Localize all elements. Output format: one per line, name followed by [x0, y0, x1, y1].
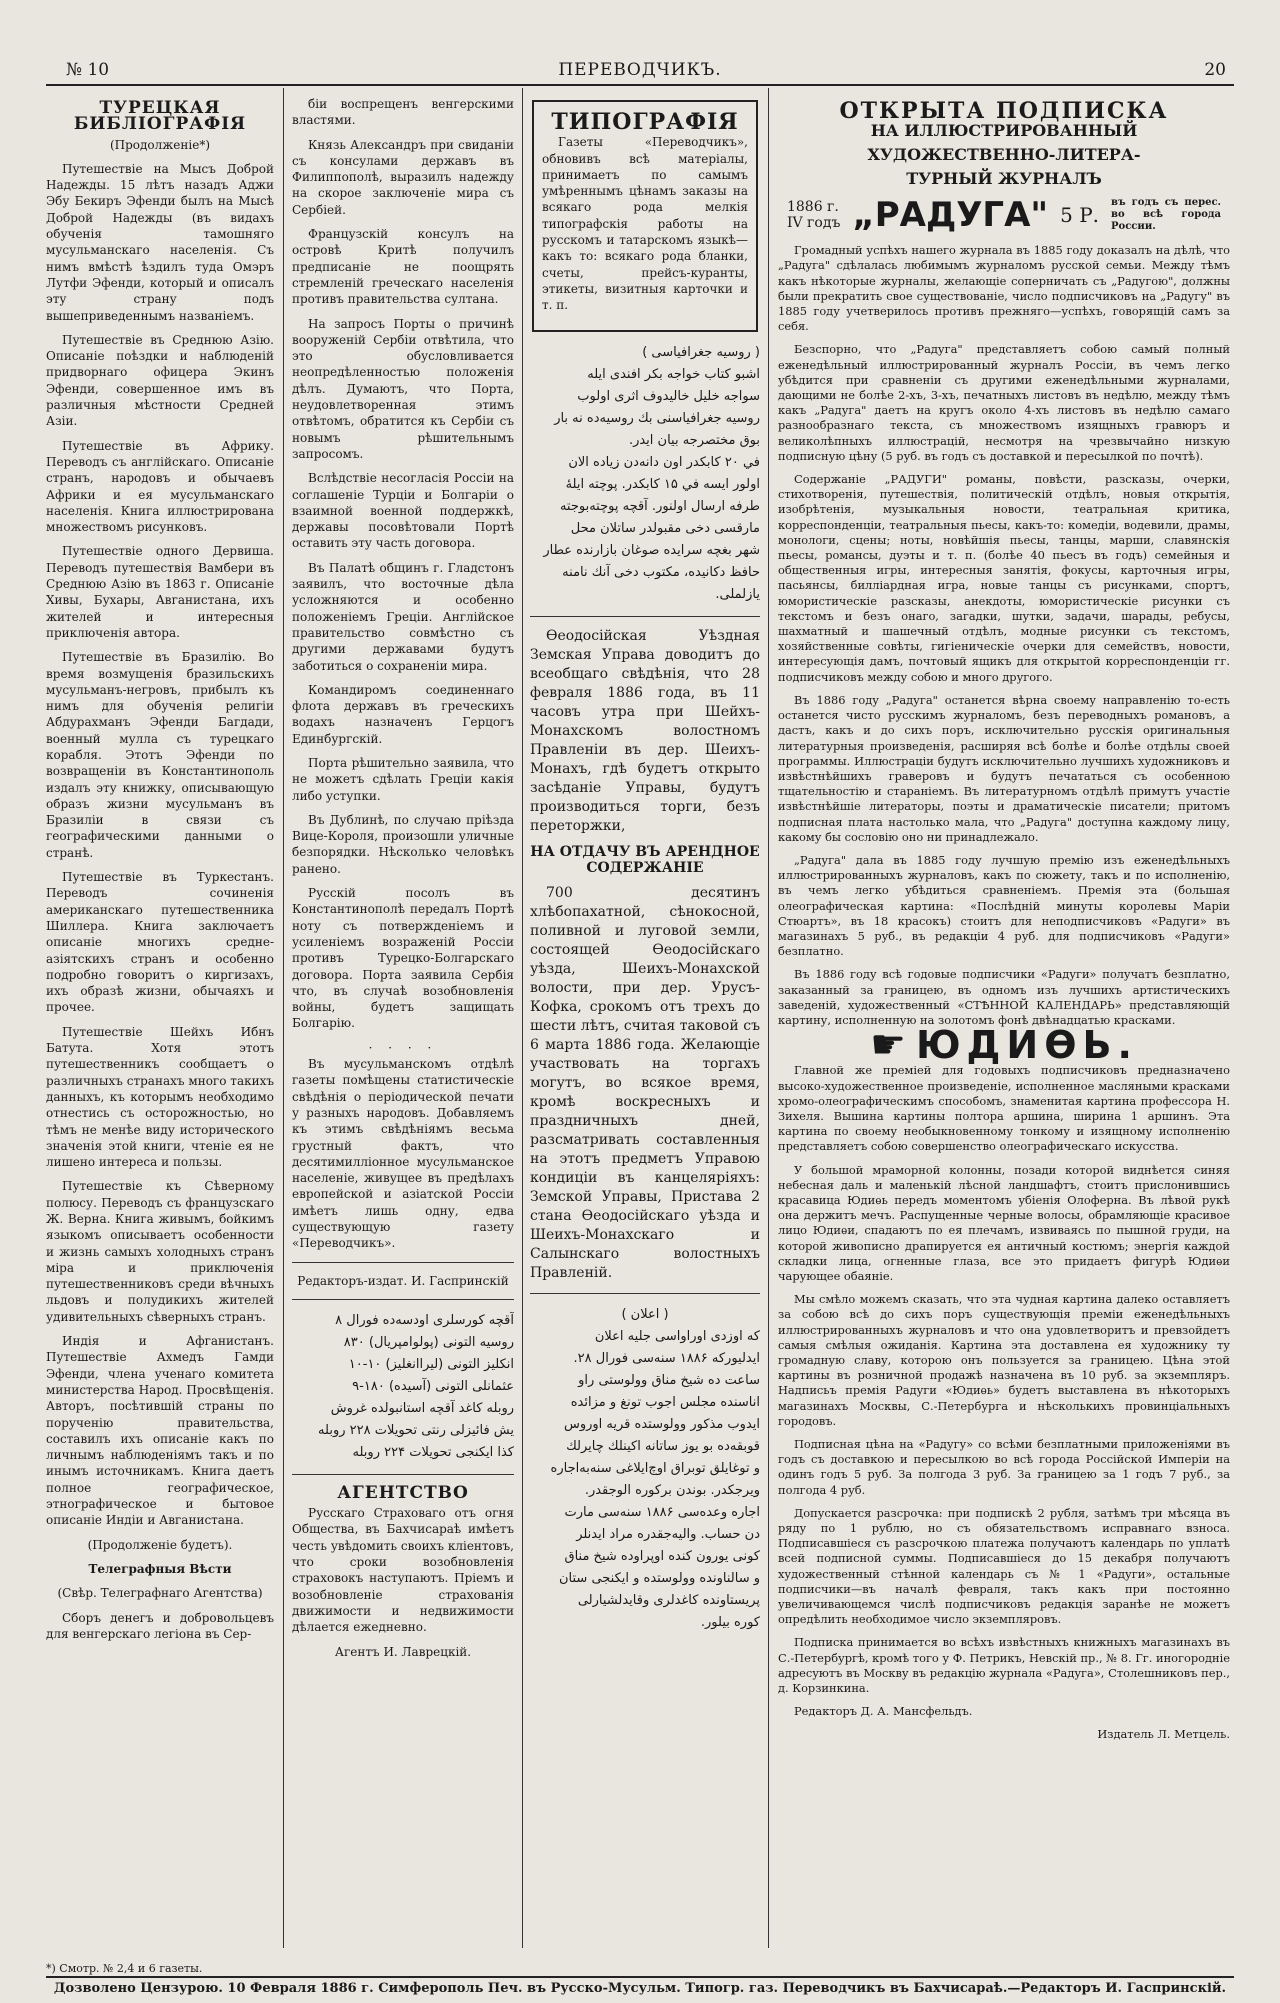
divider	[292, 1474, 514, 1475]
ad-paragraph: Громадный успѣхъ нашего журнала въ 1885 году доказалъ на дѣлѣ, что „Радуга" сдѣлалась любимымъ журналомъ русской семьи. Между тѣмъ какъ нѣкоторые журналы, желающіе соперничать съ „Радугою", должны были прекратить свое существованіе, число подписчиковъ на „Радугу" въ 1885 году учетверилось противъ прежняго—успѣхъ, говорящій самъ за себя.	[778, 243, 1230, 334]
telegram-item: Русскій посолъ въ Константинополѣ передалъ Портѣ ноту съ потвержденіемъ и усиленіемъ возраженій Россіи противъ Турецко-Болгарскаго договора. Порта заявила Сербія что, въ случаѣ возобновленія войны, будетъ защищать Болгарію.	[292, 886, 514, 1031]
column-telegrams	[292, 96, 514, 1956]
ad-paragraph: Безспорно, что „Радуга" представляетъ собою самый полный еженедѣльный иллюстрированный журналъ Россіи, въ чемъ легко убѣдится при сравненіи съ другими еженедѣльными журналами, дающими не болѣе 2-хъ, 3-хъ, печатныхъ листовъ въ недѣлю, между тѣмъ какъ „Радуга" даетъ на кругъ около 4-хъ листовъ въ недѣлю самаго разнообразнаго текста, съ множествомъ изящныхъ гравюръ и великолѣпныхъ иллюстрацій, несмотря на чрезвычайно низкую подписную цѣну (5 руб. въ годъ съ доставкой и пересылкой по почтѣ).	[778, 342, 1230, 463]
telegram-subtitle: (Свѣр. Телеграфнаго Агентства)	[57, 1586, 263, 1601]
censorship-footer: Дозволено Цензурою. 10 Февраля 1886 г. Симферополь Печ. въ Русско-Мусульм. Типогр. газ. Переводчикъ въ Бахчисараѣ.—Редакторъ И. Гаспринскій.	[46, 1976, 1234, 1996]
telegram-item: Князь Александръ при свиданіи съ консулами державъ въ Филиппополѣ, выразилъ надежду на скорое заключеніе мира съ Сербіей.	[292, 137, 514, 217]
ad-paragraph: Содержаніе „РАДУГИ" романы, повѣсти, разсказы, очерки, стихотворенія, путешествія, политическій отдѣлъ, новыя открытія, изобрѣтенія, музыкальныя новости, театральная критика, корреспонденціи, театральныя пьесы, какъ-то: комедіи, водевили, драмы, монологи, сцены; ноты, новѣйшія пьесы, танцы, марши, славянскія пьесы, романсы, дуэты и т. п. (болѣе 40 пьесъ въ годъ) семейныя и общественныя игры, интересныя занятія, фокусы, карточныя игры, пасьянсы, билліардная игра, новые танцы съ рисунками, спортъ, юмористическіе разсказы, анекдоты, юмористическіе рисунки съ текстомъ и безъ онаго, загадки, шутки, задачи, шарады, ребусы, шахматный и шашечный отдѣлъ, модные рисунки съ текстомъ, хозяйственные совѣты, гигіеническіе очерки для семействъ, новости, интересующія дамъ, почтовый ящикъ для открытой корреспонденціи гг. подписчиковъ между собою и много другого.	[778, 472, 1230, 684]
agency-signature: Агентъ И. Лаврецкій.	[334, 1644, 472, 1659]
telegram-item: Въ Палатѣ общинъ г. Гладстонъ заявилъ, что восточные дѣла усложняются и особенно положеніемъ Греціи. Англійское правительство совмѣстно съ другими державами будутъ заботиться о сохраненіи мира.	[292, 560, 514, 673]
telegram-item: Командиромъ соединеннаго флота державъ въ греческихъ водахъ назначенъ Герцогъ Единбургскій.	[292, 682, 514, 746]
telegram-title: Телеграфныя Вѣсти	[88, 1561, 232, 1576]
raduga-banner	[778, 194, 1230, 235]
telegram-text: Сборъ денегъ и добровольцевъ для венгерскаго легіона въ Сер-	[46, 1610, 274, 1641]
ad-paragraph: „Радуга" дала въ 1885 году лучшую премію изъ еженедѣльныхъ иллюстрированныхъ журналовъ, какъ по сюжету, такъ и по исполненію, въ чемъ легко убѣдиться сравненіемъ. Премія эта (большая олеографическая картина: «Послѣдній минуты королевы Маріи Стюартъ», въ 18 красокъ) стоитъ для неподписчиковъ «Радуги» въ магазинахъ 5 руб., въ редакціи 4 руб. для подписчиковъ «Радуги» безплатно.	[778, 852, 1230, 959]
raduga-price-note: въ годъ съ перес. во всѣ города России.	[1111, 197, 1222, 233]
raduga-price: 5 Р.	[1060, 202, 1100, 227]
article-paragraph: Путешествіе одного Дервиша. Переводъ путешествія Вамбери въ Среднюю Азію въ 1863 г. Описаніе Хивы, Бухары, Авганистана, ихъ жителей и интересныя приключенія автора.	[46, 544, 274, 640]
typography-ad	[532, 100, 758, 332]
ad-paragraph: Мы смѣло можемъ сказать, что эта чудная картина далеко оставляетъ за собою всѣ до сихъ поръ существующія преміи еженедѣльныхъ иллюстрированныхъ журналовъ и что она удовлетворитъ и превзойдетъ самыя смѣлыя ожиданія. Картина эта доставлена ея художнику ту громадную славу, которою онъ пользуется за границею. Цѣна этой картины въ розничной продажѣ назначена въ 10 руб. за экземпляръ. Надписьъ премія Радуги «Юдиѳь» будетъ выставлена въ нѣкоторыхъ магазинахъ Москвы, С.-Петербурга и нѣсколькихъ провинціальныхъ городовъ.	[778, 1292, 1230, 1428]
column-raduga-ad	[778, 96, 1230, 1956]
telegram-item: Порта рѣшительно заявила, что не можетъ сдѣлать Греціи какія либо уступки.	[292, 755, 514, 803]
column-notices	[530, 96, 760, 1956]
column-bibliography	[46, 96, 274, 1956]
article-paragraph: Путешествіе къ Сѣверному полюсу. Переводъ съ французскаго Ж. Верна. Книга живымъ, бойкимъ языкомъ описываетъ особенности и жизнь самыхъ холодныхъ странъ міра и приключенія путешественниковъ среди вѣчныхъ льдовъ и полудикихъ жителей удивительныхъ сѣверныхъ странъ.	[46, 1179, 274, 1324]
ad-paragraph: Въ 1886 году „Радуга" останется вѣрна своему направленію то-есть останется чисто русскимъ журналомъ, безъ переводныхъ романовъ, а дастъ, какъ и до сихъ поръ, исключительно русскія оригинальныя литературныя произведенія, расширяя всѣ болѣе и болѣе отдѣлы своей программы. Иллюстраціи будутъ исключительно лучшихъ художниковъ и извѣстнѣйшихъ граверовъ и будутъ печататься съ особенною тщательностію и стараніемъ. Въ литературномъ отдѣлѣ примутъ участіе извѣстнѣйшіе литераторы, поэты и драматическіе писатели; притомъ подписная плата настолько мала, что „Радуга" доступна каждому лицу, какому бы сословію оно ни принадлежало.	[778, 692, 1230, 844]
newspaper-title: ПЕРЕВОДЧИКЪ.	[558, 60, 722, 80]
editorial-notice: Въ мусульманскомъ отдѣлѣ газеты помѣщены статистическіе свѣдѣнія о періодической печати у разныхъ народовъ. Добавляемъ къ этимъ свѣдѣніямъ весьма грустный фактъ, что десятимилліонное мусульманское населеніе, живущее въ предѣлахъ европейской и азіатской Россіи имѣетъ лишь одну, едва существующую газету «Переводчикъ».	[292, 1057, 514, 1251]
ad-paragraph: Подписка принимается во всѣхъ извѣстныхъ книжныхъ магазинахъ въ С.-Петербургѣ, кромѣ того у Ф. Петрикъ, Невскій пр., № 8. Гг. иногородніе адресуютъ въ Москву въ редакцію журнала «Радуга», Столешниковъ пер., д. Корзинкина.	[778, 1635, 1230, 1696]
article-paragraph: Путешествіе въ Среднюю Азію. Описаніе поѣздки и наблюденій придворнаго офицера Экинъ Эфенди, совершенное имъ въ различныя мѣстности Средней Азіи.	[46, 332, 274, 429]
telegram-item: Въ Дублинѣ, по случаю пріѣзда Вице-Короля, произошли уличные безпорядки. Нѣсколько человѣкъ ранено.	[292, 812, 514, 876]
telegram-item: біи воспрещенъ венгерскими властями.	[292, 97, 514, 128]
divider	[530, 616, 760, 617]
ad-paragraph: Главной же преміей для годовыхъ подписчиковъ предназначено высоко-художественное произведеніе, исполненное масляными красками хромо-олеографическимъ способомъ, знаменитая картина профессора Н. Зихеля. Вышина картины полтора аршина, ширина 1 аршинъ. Эта картина по своему необыкновенному тонкому и изящному исполненію представляетъ собою совершенство олеографическаго искусства.	[778, 1063, 1230, 1154]
raduga-year: 1886 г.	[786, 199, 839, 216]
continued-note: (Продолженіе будетъ).	[87, 1537, 233, 1552]
arabic-book-notice: ( روسيه جغرافياسی ) اشبو كتاب خواجه بكر افندی ايله سواجه خليل خاليدوف اثری اولوب روسيه جغرافياسنی بك روسيه‌ده نه بار بوق مختصرجه بيان ايدر. في ۲۰ كابكدر اون دانه‌دن زياده الان اولور ايسه في ۱۵ كابكدر. پوچته ايلهٔ طرفه ارسال اولنور. آقچه پوچته‌بوجته مارقسی دخی مقبولدر ساتلان محل شهر بغچه سرايده صوغان بازارنده عطار حافظ دكانيده، مكتوب دخی آنك نامنه يازلملی.	[543, 344, 760, 602]
column-divider	[522, 88, 523, 1948]
ad-paragraph: У большой мраморной колонны, позади которой виднѣется синяя небесная даль и маленькій лѣсной ландшафтъ, стоитъ прислонившись красавица Юдиѳь передъ моментомъ убіенія Олоферна. Въ лѣвой рукѣ она держитъ мечъ. Распущенные черные волосы, обрамляющіе красивое лицо Юдиѳи, спадаютъ по ея плечамъ, извиваясь по пышной груди, на которой живописно драпируется ея античный костюмъ; энергія каждой складки лица, огненные глаза, все это придаетъ фигурѣ Юдиѳи чарующее обаяніе.	[778, 1162, 1230, 1283]
divider	[292, 1262, 514, 1263]
separator-dots: · · · ·	[368, 1040, 438, 1055]
divider	[530, 1293, 760, 1294]
ad-publisher: Издатель Л. Метцель.	[1097, 1727, 1230, 1742]
telegram-item: На запросъ Порты о причинѣ вооруженій Сербіи отвѣтила, что это обусловливается неопредѣленностью положенія дѣлъ. Думаютъ, что Порта, неудовлетворенная этимъ отвѣтомъ, обратится къ Сербіи съ новымъ рѣшительнымъ запросомъ.	[292, 316, 514, 461]
article-paragraph: Путешествіе въ Бразилію. Во время возмущенія бразильскихъ мусульманъ-негровъ, прибылъ къ нимъ для обученія религіи Абдурахманъ Эфенди Багдади, военный мулла съ турецкаго корабля. Этотъ Эфенди по возвращеніи въ Константинополь издалъ эту книжку, описывающую образъ жизни мусульманъ въ Бразиліи в связи съ географическими данными о странѣ.	[46, 650, 274, 860]
column-divider	[768, 88, 769, 1948]
ad-paragraph: Подписная цѣна на «Радугу» со всѣми безплатными приложеніями въ годъ съ доставкою и пересылкою во всѣ города Россійской Имперіи на одинъ годъ 5 руб. За полгода 3 руб. За границею за 1 годъ 7 руб., за полгода 4 руб.	[778, 1437, 1230, 1497]
telegram-item: Вслѣдствіе несогласія Россіи на соглашеніе Турціи и Болгаріи о взаимной военной поддержкѣ, державы посовѣтовали Портѣ оставить эту часть договора.	[292, 471, 514, 551]
telegram-item: Французскій консулъ на островѣ Критѣ получилъ предписаніе не поощрять стремленій греческаго населенія противъ правительства султана.	[292, 227, 514, 307]
zemstvo-terms: 700 десятинъ хлѣбопахатной, сѣнокосной, поливной и луговой земли, состоящей Ѳеодосійскаго уѣзда, Шеихъ-Монахской волости, при дер. Урусъ-Кофка, срокомъ отъ трехъ до шести лѣтъ, считая таковой съ 6 марта 1886 года. Желающіе участвовать на торгахъ могутъ, во всякое время, кромѣ воскресныхъ и праздничныхъ дней, разсматривать составленныя на этотъ предметъ Управою кондиціи въ канцеляріяхъ: Земской Управы, Пристава 2 стана Ѳеодосійскаго уѣзда и Шеихъ-Монахскаго и Салынскаго волостныхъ Правленій.	[530, 885, 760, 1282]
zemstvo-notice: Ѳеодосійская Уѣздная Земская Управа доводитъ до всеобщаго свѣдѣнія, что 28 февраля 1886 года, въ 11 часовъ утра при Шейхъ-Монахскомъ волостномъ Правленіи въ дер. Шеихъ-Монахъ, гдѣ будетъ открыто засѣданіе Управы, будутъ производиться торги, безъ переторжки,	[530, 627, 760, 834]
issue-number: № 10	[66, 60, 110, 80]
column-divider	[283, 88, 284, 1948]
page-header	[46, 58, 1234, 86]
article-paragraph: Путешествіе въ Африку. Переводъ съ англійскаго. Описаніе странъ, народовъ и обычаевъ Африки и ея мусульманскаго населенія. Книга иллюстрирована множествомъ рисунковъ.	[46, 438, 274, 535]
arabic-ilan-notice: ( اعلان ) كه اوزدی اوراواسی جليه اعلان ايدليوركه ۱۸۸۶ سنه‌سی فورال ۲۸. ساعت ده شيخ مناق وولوستی راو اناسنده مجلس اجوب تونغ و مزائده ايدوب مذكور وولوستده قريه اوروس قوبقه‌ده بو يوز ساتانه اكينلك چايرلك و توغايلق توبراق اوچ‌ايلاغی سنه‌به‌اجاره ويرجكدر. بوندن بركوره الوجقدر. اجاره وعده‌سی ۱۸۸۶ سنه‌سی مارت دن حساب. واليه‌جقدره مراد ايدنلر كونی يورون كنده اوپراوده شيخ مناق و سالناونده وولوستده و ايكنجی ستان پریستاونده كاغدلری وقايدلشيارلی كوره بيلور.	[550, 1307, 760, 1631]
subscription-subtitle: НА ИЛЛЮСТРИРОВАННЫЙ ХУДОЖЕСТВЕННО-ЛИТЕРА-	[867, 121, 1141, 165]
subscription-title: ОТКРЫТА ПОДПИСКА	[839, 98, 1169, 124]
raduga-name: „РАДУГА"	[852, 194, 1049, 235]
footnote: *) Смотр. № 2,4 и 6 газеты.	[46, 1962, 203, 1975]
exchange-rates: آقچه كورسلری اودسه‌ده فورال ۸ روسیه التونی (پولوامپریال) ۸۳۰ انكلیز التونی (لیراانغلیز) ۱۰-۱۰ عثمانلی التونی (آسیده) ۱۸۰-۹ روبله كاغد آقچه استانبولده غروش یش فائیزلی رنتی تحویلات ۲۲۸ روبله كذا ایكنجی تحویلات ۲۲۴ روبله	[318, 1312, 514, 1460]
page-number: 20	[1204, 60, 1226, 80]
yudif-banner	[778, 1022, 1230, 1069]
raduga-year-count: IV годъ	[786, 215, 841, 232]
article-paragraph: Индія и Афганистанъ. Путешествіе Ахмедъ Гамди Эфенди, члена ученаго комитета министерства Народ. Просвѣщенія. Авторъ, посѣтившій страны по порученію правительства, составилъ ихъ описаніе какъ по личнымъ наблюденіямъ такъ и по инымъ источникамъ. Книга даетъ полное географическое, этнографическое и бытовое описаніе Индіи и Авганистана.	[46, 1334, 274, 1528]
agency-title: АГЕНТСТВО	[337, 1482, 469, 1503]
divider	[292, 1299, 514, 1300]
pointing-hand-icon: ☛	[870, 1022, 906, 1069]
article-paragraph: Путешествіе Шейхъ Ибнъ Батута. Хотя этотъ путешественникъ сообщаетъ о различныхъ странахъ много такихъ данныхъ, къ которымъ необходимо отнестись съ осторожностью, но тѣмъ не менѣе виду исторического значенія этой книги, чтеніе ея не лишено интереса и пользы.	[46, 1024, 274, 1170]
ad-paragraph: Допускается разсрочка: при подпискѣ 2 рубля, затѣмъ три мѣсяца въ ряду по 1 рублю, но съ обязательствомъ исправнаго взноса. Подписавшіеся съ разсрочкою платежа получаютъ календарь по уплатѣ всей подписной суммы. Подписавшіеся до 15 декабря получаютъ художественный стѣнной календарь съ № 1 «Радуги», остальные подписчики—въ началѣ февраля, такъ какъ при постоянно увеличивающемся числѣ подписчиковъ редакція заранѣе не можетъ опредѣлить необходимое число экземпляровъ.	[778, 1505, 1230, 1627]
subscription-subtitle-2: ТУРНЫЙ ЖУРНАЛЪ	[906, 169, 1102, 189]
article-paragraph: Путешествіе въ Туркестанъ. Переводъ сочиненія американскаго путешественника Шиллера. Книга заключаетъ описаніе многихъ средне-азіятскихъ странъ и особенно подробно говоритъ о киргизахъ, ихъ образѣ жизни, обычаяхъ и прочее.	[46, 870, 274, 1015]
ad-editor: Редакторъ Д. А. Мансфельдъ.	[794, 1704, 973, 1719]
editor-signature: Редакторъ-издат. И. Гаспринскій	[297, 1273, 509, 1288]
article-paragraph: Путешествіе на Мысъ Доброй Надежды. 15 лѣтъ назадъ Аджи Эбу Бекиръ Эфенди былъ на Мысѣ Доброй Надежды (въ видахъ обученія тамошняго мусульманскаго населенія. Съ нимъ вмѣстѣ ѣздилъ туда Омэръ Лутфи Эфенди, который и описалъ эту страну подъ вышеприведеннымъ названіемъ.	[46, 161, 274, 323]
section-title: ТУРЕЦКАЯ БИБЛІОГРАФІЯ	[73, 98, 247, 135]
typography-text: Газеты «Переводчикъ», обновивъ всѣ матеріалы, принимаетъ по самымъ умѣреннымъ цѣнамъ заказы на всякаго рода мелкія типографскія работы на русскомъ и татарскомъ языкѣ—какъ то: всякаго рода бланки, счеты, прейсъ-куранты, этикеты, визитныя карточки и т. п.	[542, 135, 748, 313]
yudif-title: ЮДИѲЬ.	[915, 1023, 1138, 1068]
typography-title: ТИПОГРАФІЯ	[551, 109, 739, 135]
zemstvo-heading: НА ОТДАЧУ ВЪ АРЕНДНОЕ СОДЕРЖАНІЕ	[530, 843, 760, 876]
section-subtitle: (Продолженіе*)	[109, 137, 211, 152]
ad-paragraph: Въ 1886 году всѣ годовые подписчики «Радуги» получатъ безплатно, заказанный за границею, въ одномъ изъ лучшихъ артистическихъ заведеній, художественный «СТѢННОЙ КАЛЕНДАРЬ» представляющій картину, исполненную на золотомъ фонѣ двѣнадцатью красками.	[778, 967, 1230, 1027]
agency-text: Русскаго Страховаго отъ огня Общества, въ Бахчисараѣ имѣетъ честь увѣдомить своихъ кліентовъ, что сроки возобновленія страховокъ наступаютъ. Пріемъ и возобновленіе страхованія движимости и недвижимости дѣлается ежедневно.	[292, 1506, 514, 1635]
